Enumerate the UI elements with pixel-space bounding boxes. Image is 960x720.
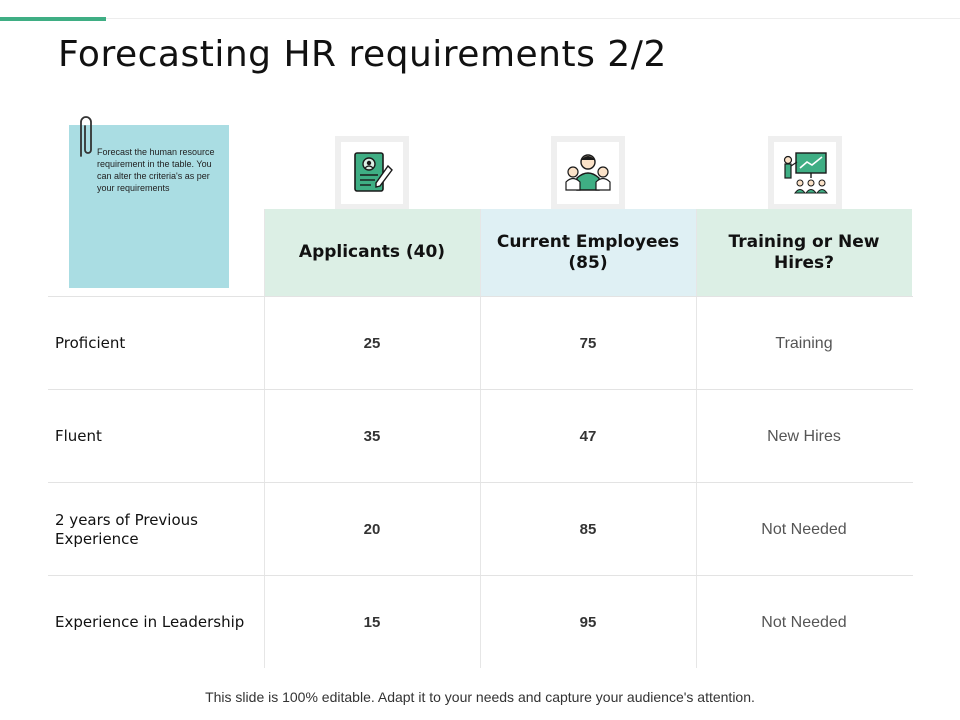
decision-value: Not Needed [761,520,847,538]
table-row [48,576,913,669]
employees-value: 47 [579,428,597,445]
slide-title: Forecasting HR requirements 2/2 [58,34,667,75]
column-header-current-employees: Current Employees (85) [480,209,696,296]
decision-value: Not Needed [761,613,847,631]
column-header-applicants: Applicants (40) [264,209,480,296]
applicants-value: 20 [363,521,381,538]
applicants-value: 25 [363,335,381,352]
row-label: Proficient [55,334,126,352]
row-label: Fluent [55,427,102,445]
applicants-value: 35 [363,428,381,445]
table-row [48,483,913,576]
employees-group-icon [563,148,613,198]
employees-value: 75 [579,335,597,352]
applicants-icon-frame [335,136,409,210]
title-accent-bar [0,17,106,21]
employees-value: 95 [579,614,597,631]
row-label: 2 years of Previous Experience [55,510,198,548]
applicants-value: 15 [363,614,381,631]
slide-footer-note: This slide is 100% editable. Adapt it to your needs and capture your audience's attention. [205,689,755,705]
training-presentation-icon [780,148,830,198]
instruction-note-text: Forecast the human resource requirement in the table. You can alter the criteria's as per your requirements [97,147,215,193]
applicant-resume-icon [347,148,397,198]
training-icon-frame [768,136,842,210]
table-row [48,297,913,390]
employees-icon-frame [551,136,625,210]
paperclip-icon [75,112,95,162]
table-row [48,390,913,483]
decision-value: Training [775,334,833,352]
row-label: Experience in Leadership [55,613,245,631]
decision-value: New Hires [767,427,841,445]
column-header-training-or-new-hires: Training or New Hires? [696,209,912,296]
top-divider [106,18,960,19]
employees-value: 85 [579,521,597,538]
